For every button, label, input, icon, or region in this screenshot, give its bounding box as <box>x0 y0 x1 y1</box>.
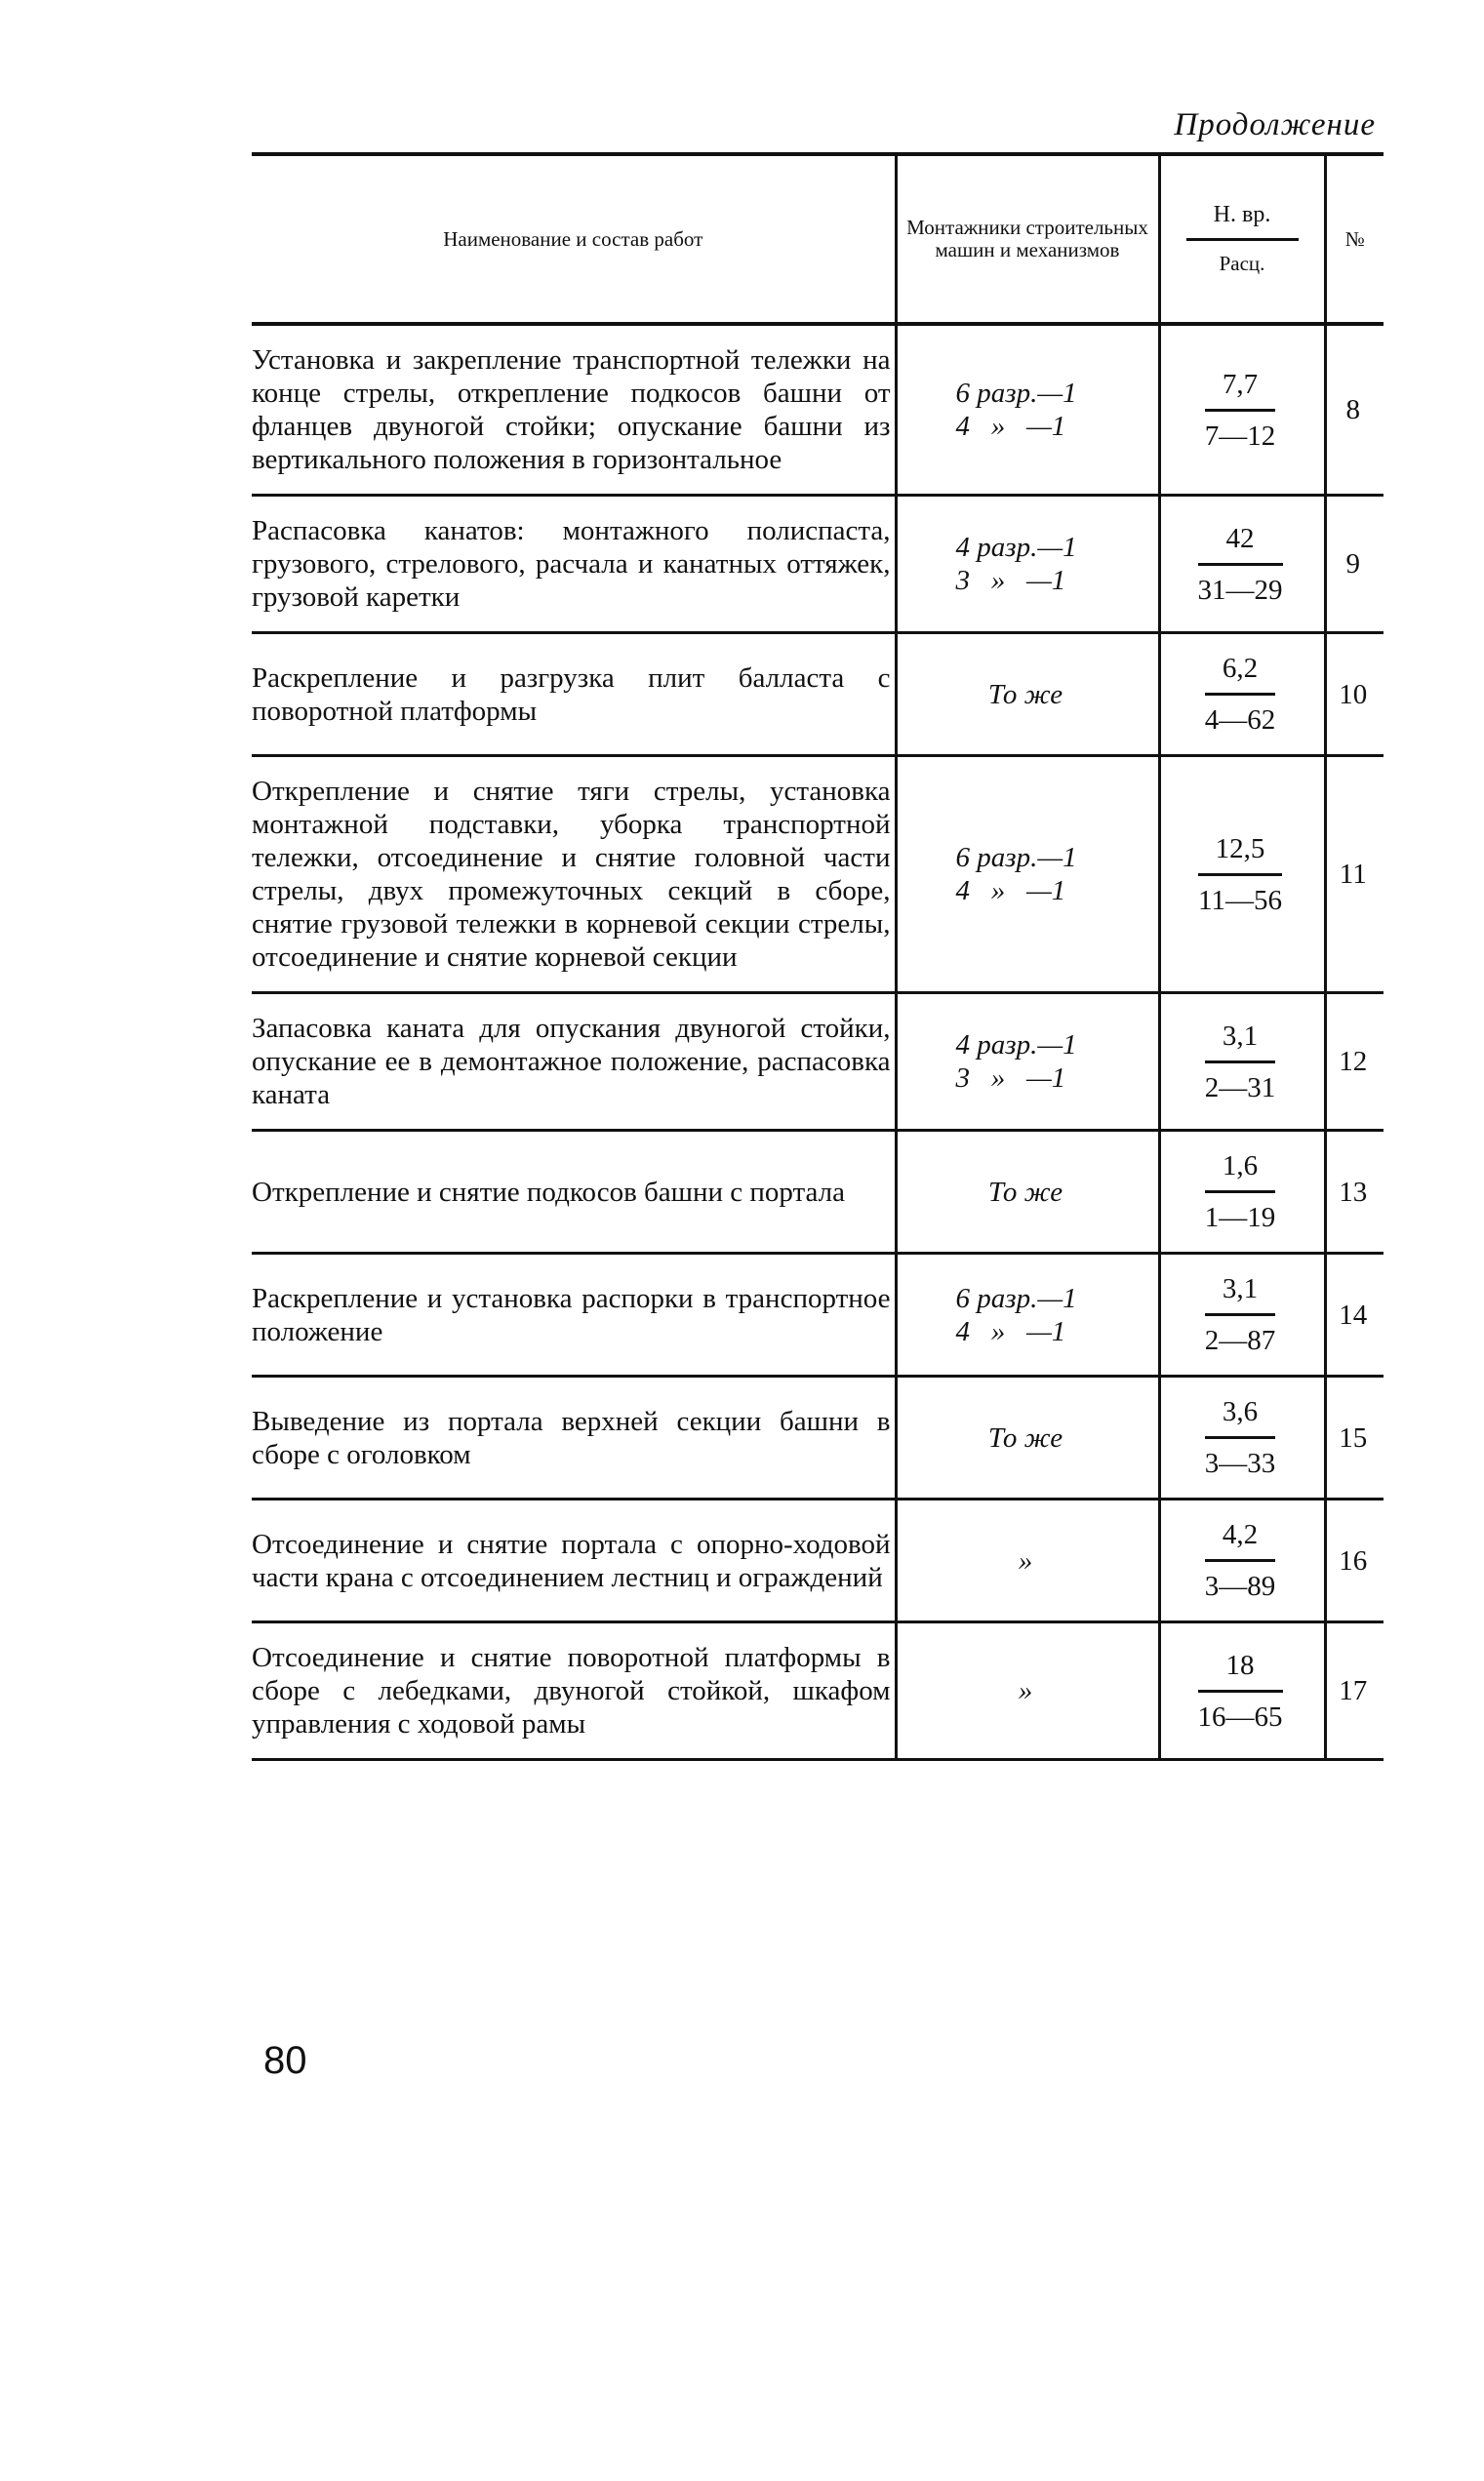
work-description: Отсоединение и снятие поворотной платформы в сборе с лебедками, двуногой стойкой, шкафом управления с ходовой рамы <box>252 1622 896 1760</box>
time-norm: 6,2 <box>1205 652 1276 696</box>
header-name: Наименование и состав работ <box>252 154 896 324</box>
work-description: Раскрепление и установка распорки в транспортное положение <box>252 1254 896 1377</box>
price-rate: 2—87 <box>1204 1325 1276 1356</box>
rate-fraction <box>1205 1020 1276 1104</box>
work-description: Выведение из портала верхней секции башни в сборе с оголовком <box>252 1377 896 1500</box>
time-norm: 4,2 <box>1205 1518 1276 1562</box>
rate-fraction <box>1205 368 1276 453</box>
rate-fraction <box>1198 832 1282 917</box>
time-norm: 7,7 <box>1205 368 1276 412</box>
crew-same-label: » <box>1018 1544 1033 1577</box>
rate-fraction <box>1198 1649 1283 1734</box>
rate-fraction <box>1205 1149 1276 1234</box>
page-number: 80 <box>263 2039 307 2082</box>
crew-line: 6 разр.—1 <box>955 1282 1077 1314</box>
crew-same-label: То же <box>987 1421 1063 1454</box>
price-rate: 16—65 <box>1197 1701 1283 1733</box>
crew-composition <box>896 1254 1159 1377</box>
header-rate <box>1159 154 1325 324</box>
crew-composition <box>896 756 1159 993</box>
rate-fraction <box>1205 652 1276 737</box>
rate-cell <box>1159 1377 1325 1500</box>
price-rate: 11—56 <box>1198 884 1282 916</box>
table-row <box>252 756 1384 993</box>
rate-cell <box>1159 756 1325 993</box>
table-row <box>252 1622 1384 1760</box>
norms-table <box>252 152 1384 1761</box>
time-norm: 12,5 <box>1198 832 1282 876</box>
header-rate-time: Н. вр. <box>1186 204 1299 241</box>
rate-cell <box>1159 1131 1325 1254</box>
rate-cell <box>1159 1254 1325 1377</box>
time-norm: 1,6 <box>1205 1149 1276 1193</box>
price-rate: 3—89 <box>1204 1571 1276 1602</box>
time-norm: 3,1 <box>1205 1020 1276 1063</box>
crew-line: 4 разр.—1 <box>955 532 1077 563</box>
header-num: № <box>1325 154 1384 324</box>
rate-fraction <box>1205 1272 1276 1357</box>
price-rate: 4—62 <box>1204 704 1276 736</box>
table-row <box>252 496 1384 633</box>
work-description: Распасовка канатов: монтажного полиспаста, грузового, стрелового, расчала и канатных оттяжек, грузовой каретки <box>252 496 896 633</box>
time-norm: 3,6 <box>1205 1395 1276 1439</box>
crew-composition <box>896 324 1159 496</box>
work-description: Запасовка каната для опускания двуногой стойки, опускание ее в демонтажное положение, распасовка каната <box>252 993 896 1131</box>
crew-line: 3 » —1 <box>955 565 1066 596</box>
row-number: 9 <box>1325 496 1384 633</box>
row-number: 11 <box>1325 756 1384 993</box>
crew-line: 3 » —1 <box>955 1062 1066 1094</box>
crew-line: 6 разр.—1 <box>955 378 1077 409</box>
crew-composition <box>896 1131 1159 1254</box>
rate-cell <box>1159 496 1325 633</box>
rate-fraction <box>1205 1395 1276 1480</box>
crew-line: 4 » —1 <box>955 1315 1066 1347</box>
table-body <box>252 324 1384 1760</box>
rate-cell <box>1159 633 1325 756</box>
document-page <box>252 98 1384 1761</box>
rate-cell <box>1159 1500 1325 1622</box>
crew-same-label: То же <box>987 1176 1063 1208</box>
table-row <box>252 1377 1384 1500</box>
row-number: 16 <box>1325 1500 1384 1622</box>
rate-cell <box>1159 993 1325 1131</box>
crew-same-label: То же <box>987 678 1063 710</box>
header-rate-price: Расц. <box>1219 251 1265 275</box>
work-description: Открепление и снятие тяги стрелы, установка монтажной подставки, уборка транспортной тележки, отсоединение и снятие головной части стрелы, двух промежуточных секций в сборе, снятие грузовой тележки в корневой секции стрелы, отсоединение и снятие корневой секции <box>252 756 896 993</box>
table-header-row <box>252 154 1384 324</box>
price-rate: 31—29 <box>1197 574 1283 606</box>
row-number: 12 <box>1325 993 1384 1131</box>
header-crew: Монтажники строительных машин и механизмов <box>896 154 1159 324</box>
table-row <box>252 993 1384 1131</box>
time-norm: 3,1 <box>1205 1272 1276 1316</box>
crew-line: 6 разр.—1 <box>955 842 1077 873</box>
table-row <box>252 324 1384 496</box>
rate-fraction <box>1198 522 1283 607</box>
rate-cell <box>1159 1622 1325 1760</box>
work-description: Раскрепление и разгрузка плит балласта с поворотной платформы <box>252 633 896 756</box>
price-rate: 1—19 <box>1204 1202 1276 1233</box>
rate-fraction <box>1205 1518 1276 1603</box>
crew-composition <box>896 993 1159 1131</box>
price-rate: 7—12 <box>1204 420 1276 452</box>
table-row <box>252 1500 1384 1622</box>
work-description: Отсоединение и снятие портала с опорно-ходовой части крана с отсоединением лестниц и ограждений <box>252 1500 896 1622</box>
table-row <box>252 633 1384 756</box>
crew-line: 4 разр.—1 <box>955 1029 1077 1060</box>
price-rate: 3—33 <box>1204 1448 1276 1479</box>
row-number: 15 <box>1325 1377 1384 1500</box>
row-number: 10 <box>1325 633 1384 756</box>
crew-composition <box>896 633 1159 756</box>
rate-cell <box>1159 324 1325 496</box>
table-row <box>252 1131 1384 1254</box>
row-number: 8 <box>1325 324 1384 496</box>
row-number: 14 <box>1325 1254 1384 1377</box>
price-rate: 2—31 <box>1204 1071 1276 1103</box>
time-norm: 18 <box>1198 1649 1283 1693</box>
crew-composition <box>896 1377 1159 1500</box>
crew-composition <box>896 496 1159 633</box>
crew-same-label: » <box>1018 1675 1033 1706</box>
table-row <box>252 1254 1384 1377</box>
time-norm: 42 <box>1198 522 1283 566</box>
crew-line: 4 » —1 <box>955 411 1066 442</box>
work-description: Установка и закрепление транспортной тележки на конце стрелы, открепление подкосов башни от фланцев двуногой стойки; опускание башни из вертикального положения в горизонтальное <box>252 324 896 496</box>
work-description: Открепление и снятие подкосов башни с портала <box>252 1131 896 1254</box>
crew-composition <box>896 1622 1159 1760</box>
continued-label: Продолжение <box>1174 107 1376 142</box>
row-number: 17 <box>1325 1622 1384 1760</box>
crew-line: 4 » —1 <box>955 875 1066 906</box>
row-number: 13 <box>1325 1131 1384 1254</box>
crew-composition <box>896 1500 1159 1622</box>
